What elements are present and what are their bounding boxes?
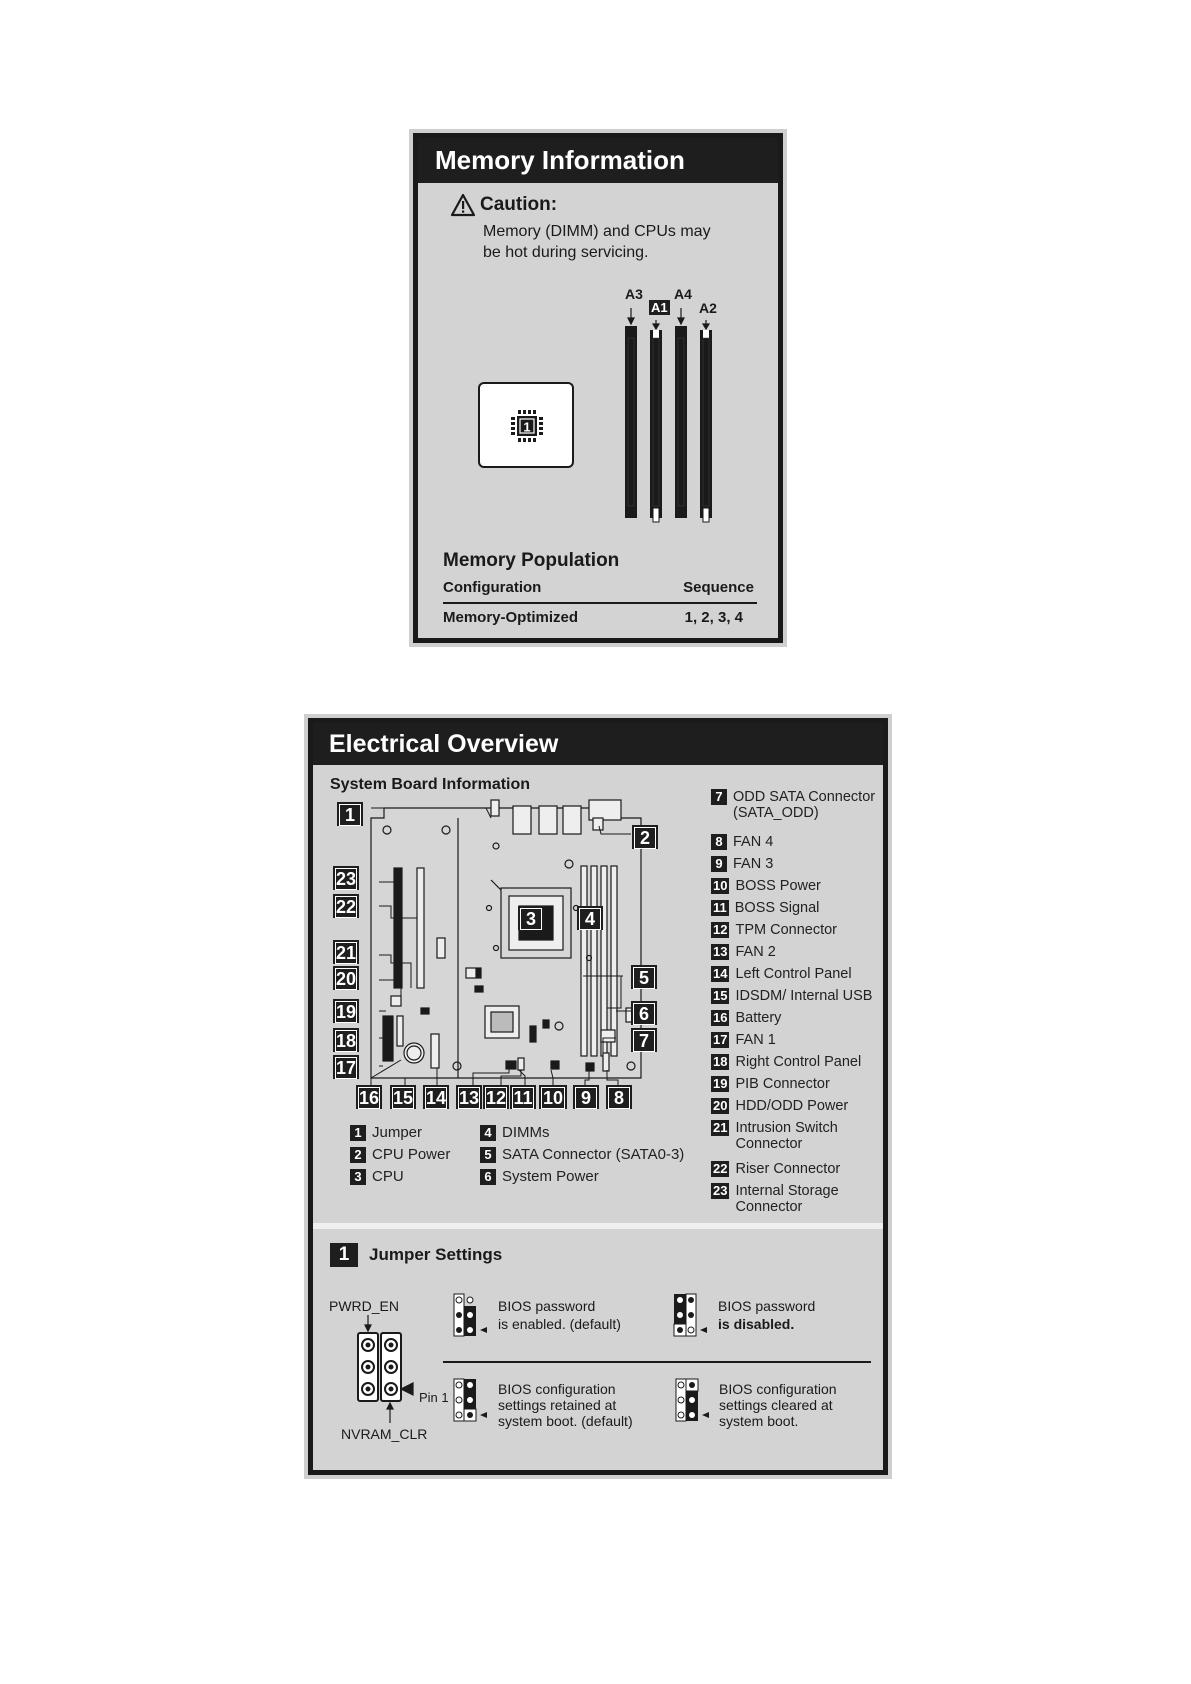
callout-11: 11 — [510, 1085, 536, 1109]
callout-1: 1 — [337, 802, 363, 826]
col-configuration: Configuration — [443, 579, 542, 596]
callout-23: 23 — [333, 866, 359, 890]
slot-label-a4: A4 — [674, 286, 692, 302]
cpu-number: 1 — [523, 419, 531, 435]
legend-item: 4 DIMMs — [480, 1125, 550, 1141]
system-board-subtitle: System Board Information — [330, 776, 531, 793]
legend-item: 21 Intrusion Switch Connector — [713, 1120, 838, 1152]
electrical-overview-panel — [308, 718, 888, 1475]
bios-cfg-cleared-text-3: system boot. — [719, 1413, 799, 1429]
bios-cfg-cleared-text-1: BIOS configuration — [719, 1381, 837, 1397]
jumper-settings-title: Jumper Settings — [369, 1245, 503, 1264]
slot-label-a3: A3 — [625, 286, 643, 302]
caution-text-line2: be hot during servicing. — [483, 244, 649, 261]
legend-item: 17 FAN 1 — [713, 1032, 776, 1048]
legend-item: 9 FAN 3 — [711, 856, 773, 872]
legend-item: 5 SATA Connector (SATA0-3) — [480, 1147, 684, 1163]
bios-pw-enabled-text-1: BIOS password — [498, 1298, 596, 1314]
slot-label-a2: A2 — [699, 300, 717, 316]
jumper-section-divider — [313, 1223, 883, 1229]
pwrd-en-label: PWRD_EN — [329, 1298, 400, 1314]
callout-3: 3 — [518, 906, 544, 930]
jumper-number-badge: 1 — [330, 1243, 358, 1267]
callout-13: 13 — [456, 1085, 482, 1109]
callout-9: 9 — [573, 1085, 599, 1109]
system-board-diagram — [331, 798, 671, 1118]
bios-pw-enabled-text-2: is enabled. (default) — [498, 1316, 621, 1332]
row-configuration: Memory-Optimized — [443, 609, 579, 626]
caution-title: Caution: — [480, 194, 558, 215]
legend-item: 6 System Power — [480, 1169, 599, 1185]
callout-10: 10 — [539, 1085, 567, 1109]
jumper-block-diagram — [353, 1315, 423, 1425]
legend-item: 22 Riser Connector — [713, 1161, 841, 1177]
legend-item: 11 BOSS Signal — [713, 900, 820, 916]
callout-19: 19 — [333, 999, 359, 1023]
bios-cfg-cleared-text-2: settings cleared at — [719, 1397, 833, 1413]
legend-item: 23 Internal Storage Connector — [713, 1183, 839, 1215]
callout-16: 16 — [356, 1085, 382, 1109]
legend-item: 14 Left Control Panel — [713, 966, 852, 982]
memory-panel-title: Memory Information — [418, 138, 778, 183]
pin1-label: Pin 1 — [419, 1390, 449, 1405]
slot-label-a1: A1 — [651, 300, 668, 315]
callout-17: 17 — [333, 1055, 359, 1079]
callout-21: 21 — [333, 940, 359, 964]
row-sequence: 1, 2, 3, 4 — [684, 609, 743, 626]
dimm-slots-diagram — [613, 308, 723, 523]
col-sequence: Sequence — [683, 579, 754, 596]
jumper-pw-enabled-icon — [453, 1293, 489, 1339]
legend-item: 16 Battery — [713, 1010, 782, 1026]
memory-information-panel — [413, 133, 783, 643]
callout-8: 8 — [606, 1085, 632, 1109]
cpu-socket-box — [478, 382, 574, 468]
cpu-chip-icon — [509, 408, 545, 444]
legend-item: 15 IDSDM/ Internal USB — [713, 988, 873, 1004]
legend-item: 2 CPU Power — [350, 1147, 450, 1163]
legend-item: 13 FAN 2 — [713, 944, 776, 960]
legend-item: 1 Jumper — [350, 1125, 422, 1141]
nvram-clr-label: NVRAM_CLR — [341, 1426, 428, 1442]
callout-5: 5 — [631, 965, 657, 989]
legend-item: 18 Right Control Panel — [713, 1054, 862, 1070]
bios-cfg-retained-text-3: system boot. (default) — [498, 1413, 633, 1429]
legend-item: 20 HDD/ODD Power — [713, 1098, 849, 1114]
callout-18: 18 — [333, 1028, 359, 1052]
bios-cfg-retained-text-2: settings retained at — [498, 1397, 617, 1413]
jumper-pw-disabled-icon — [673, 1293, 709, 1339]
callout-20: 20 — [333, 966, 359, 990]
legend-item: 12 TPM Connector — [713, 922, 838, 938]
legend-item: 19 PIB Connector — [713, 1076, 830, 1092]
callout-4: 4 — [577, 906, 603, 930]
memory-population-title: Memory Population — [443, 550, 620, 571]
legend-item: 7 ODD SATA Connector (SATA_ODD) — [711, 789, 875, 821]
callout-12: 12 — [483, 1085, 509, 1109]
jumper-options-divider — [443, 1361, 871, 1363]
electrical-panel-title: Electrical Overview — [313, 723, 883, 765]
bios-pw-disabled-text-2: is disabled. — [718, 1316, 795, 1332]
jumper-cfg-cleared-icon — [675, 1378, 711, 1424]
bios-pw-disabled-text-1: BIOS password — [718, 1298, 816, 1314]
callout-14: 14 — [423, 1085, 449, 1109]
bios-cfg-retained-text-1: BIOS configuration — [498, 1381, 616, 1397]
legend-item: 10 BOSS Power — [713, 878, 821, 894]
callout-15: 15 — [390, 1085, 416, 1109]
population-divider — [443, 602, 757, 604]
warning-icon — [450, 193, 476, 217]
callout-2: 2 — [632, 825, 658, 849]
legend-item: 8 FAN 4 — [711, 834, 773, 850]
callout-22: 22 — [333, 894, 359, 918]
callout-7: 7 — [631, 1028, 657, 1052]
caution-text-line1: Memory (DIMM) and CPUs may — [483, 223, 711, 240]
callout-6: 6 — [631, 1001, 657, 1025]
jumper-cfg-retained-icon — [453, 1378, 489, 1424]
legend-item: 3 CPU — [350, 1169, 404, 1185]
